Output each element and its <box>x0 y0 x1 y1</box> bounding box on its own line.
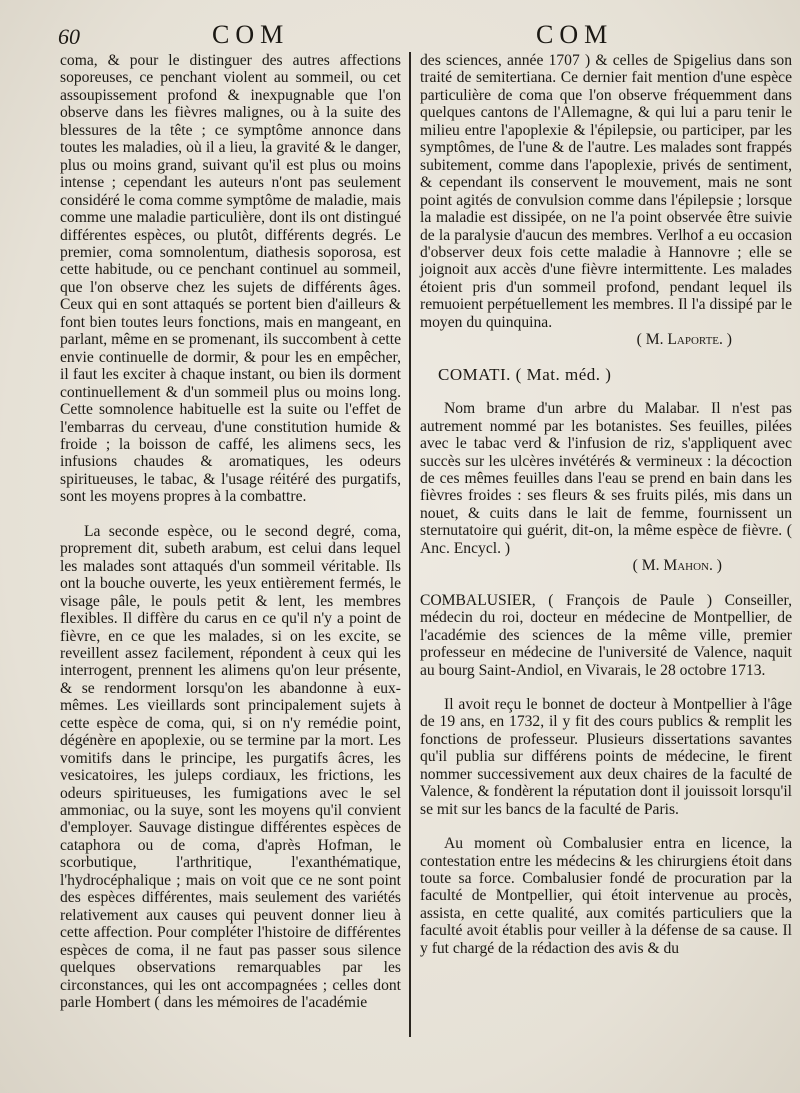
running-head-right: COM <box>536 20 614 49</box>
signature-mahon: ( M. Mahon. ) <box>632 557 722 575</box>
entry-heading-combalusier: COMBALUSIER, ( François de Paule ) Conseiller, médecin du roi, docteur en médecine de Montpellier, de l'académie des sciences de la même ville, premier professeur en médecine de l'université de Valence, naquit au bourg Saint-Andiol, en Vivarais, le 28 octobre 1713. <box>420 591 792 679</box>
comati-text: Nom brame d'un arbre du Malabar. Il n'est pas autrement nommé par les botanistes. Ses feuilles, pilées avec le tabac verd & l'infusion de riz, s'appliquent avec succès sur les ulcères invétérés & vermineux : la décoction de ces mêmes feuilles dans l'eau se prend en bain dans les fièvres froides : ses fleurs & ses fruits pilés, mis dans un nouet, & cuits dans le lait de femme, fournissent un sternutatoire qui guérit, dit-on, la même espèce de fièvre. ( Anc. Encycl. ) <box>420 400 792 557</box>
column-rule <box>409 52 411 1037</box>
signature-laporte: ( M. Laporte. ) <box>636 331 732 349</box>
running-head-left: COM <box>212 20 290 49</box>
coma-paragraph-1: coma, & pour le distinguer des autres affections soporeuses, ce penchant violent au sommeil, ou cet assoupissement profond & inexpugnable que l'on observe dans les fièvres malignes, ou à la suite des blessures de la tête ; ce symptôme annonce dans toutes les maladies, où il a lieu, la gravité & le danger, plus ou moins grand, suivant qu'il est plus ou moins intense ; cependant les auteurs n'ont pas seulement considéré le coma comme symptôme de maladie, mais comme une maladie particulière, dont ils ont distingué différentes espèces, ou plutôt, différents degrés. Le premier, coma somnolentum, diathesis soporosa, est cette habitude, ou ce penchant continuel au sommeil, que l'on observe chez les sujets de différents âges. Ceux qui en sont attaqués se portent bien d'ailleurs & font bien toutes leurs fonctions, mais en mangeant, en parlant, même en se promenant, ils succombent à cette envie continuelle de dormir, & pour les en empêcher, il faut les exciter à chaque instant, ou bien ils dorment continuellement & d'un sommeil plus ou moins long. Cette somnolence habituelle est la suite ou l'effet de l'embarras du cerveau, d'une constitution humide & froide ; la boisson de caffé, les alimens secs, les infusions chaudes & aromatiques, les odeurs spiritueuses, le tabac, & l'usage réitéré des purgatifs, sont les moyens propres à la combattre. <box>60 52 401 506</box>
page-header <box>0 20 800 54</box>
page-number: 60 <box>58 24 80 49</box>
entry-heading-comati: COMATI. ( Mat. méd. ) <box>438 364 612 384</box>
coma-paragraph-2: La seconde espèce, ou le second degré, coma, proprement dit, subeth arabum, est celui dans lequel les malades sont attaqués d'un sommeil véritable. Ils ont la bouche ouverte, les yeux entièrement fermés, le visage pâle, le pouls petit & lent, les membres flexibles. Il diffère du carus en ce qu'il n'y a point de fièvre, en ce que les malades, si on les excite, se reveillent assez facilement, répondent à ceux qui les interrogent, prennent les alimens qu'on leur présente, & se rendorment lorsqu'on les abandonne à eux-mêmes. Les vieillards sont principalement sujets à cette espèce de coma, qui, si on n'y remédie point, dégénère en apoplexie, ou se termine par la mort. Les vomitifs dans le principe, les purgatifs âcres, les vesicatoires, les juleps cordiaux, les frictions, les odeurs spiritueuses, les fumigations avec le sel ammoniac, ou la suye, sont les moyens qu'il convient d'employer. Sauvage distingue différentes espèces de cataphora ou de coma, d'après Hofman, le scorbutique, l'arthritique, l'exanthématique, l'hydrocéphalique ; mais on voit que ce ne sont point des espèces différentes, mais seulement des variétés relativement aux causes qui peuvent donner lieu à cette affection. Pour compléter l'histoire de différentes espèces de coma, il ne faut pas passer sous silence quelques observations remarquables par les circonstances, qui les ont accompagnées ; celles dont parle Hombert ( dans les mémoires de l'académie <box>60 522 401 1012</box>
coma-paragraph-continued: des sciences, année 1707 ) & celles de Spigelius dans son traité de semitertiana. Ce dernier fait mention d'une espèce particulière de coma que l'on observe fréquemment dans quelques cantons de l'Allemagne, & qui lui a paru tenir le milieu entre l'apoplexie & l'épilepsie, ou participer, par les symptômes, de l'une & de l'autre. Les malades sont frappés subitement, comme dans l'apoplexie, privés de sentiment, & cependant ils conservent le mouvement, mais ne sont point agités de convulsion comme dans l'épilepsie ; lorsque la maladie est dissipée, on ne l'a point observée être suivie de la paralysie d'aucun des membres. Verlhof a eu occasion d'observer deux fois cette maladie à Hannovre ; elle se joignoit aux accès d'une fièvre intermittente. Les malades étoient pris d'un sommeil profond, pendant lequel ils remuoient perpétuellement les membres. Il l'a dissipé par le moyen du quinquina. <box>420 52 792 331</box>
combalusier-paragraph-2: Au moment où Combalusier entra en licence, la contestation entre les médecins & les chirurgiens étoit dans toute sa force. Combalusier fondé de procuration par la faculté de Montpellier, qui étoit intervenue au procès, assista, en cette qualité, aux comités particuliers que la faculté avoit établis pour veiller à la défense de sa cause. Il y fut chargé de la rédaction des avis & du <box>420 835 792 957</box>
combalusier-paragraph-1: Il avoit reçu le bonnet de docteur à Montpellier à l'âge de 19 ans, en 1732, il y fit des cours publics & remplit les fonctions de professeur. Plusieurs dissertations savantes qu'il publia sur différens points de médecine, le firent nommer successivement aux deux chaires de la faculté de Valence, & fondèrent la réputation dont il jouissoit lorsqu'il se mit sur les bancs de la faculté de Paris. <box>420 695 792 818</box>
left-column <box>60 52 401 1011</box>
right-column <box>420 52 792 957</box>
